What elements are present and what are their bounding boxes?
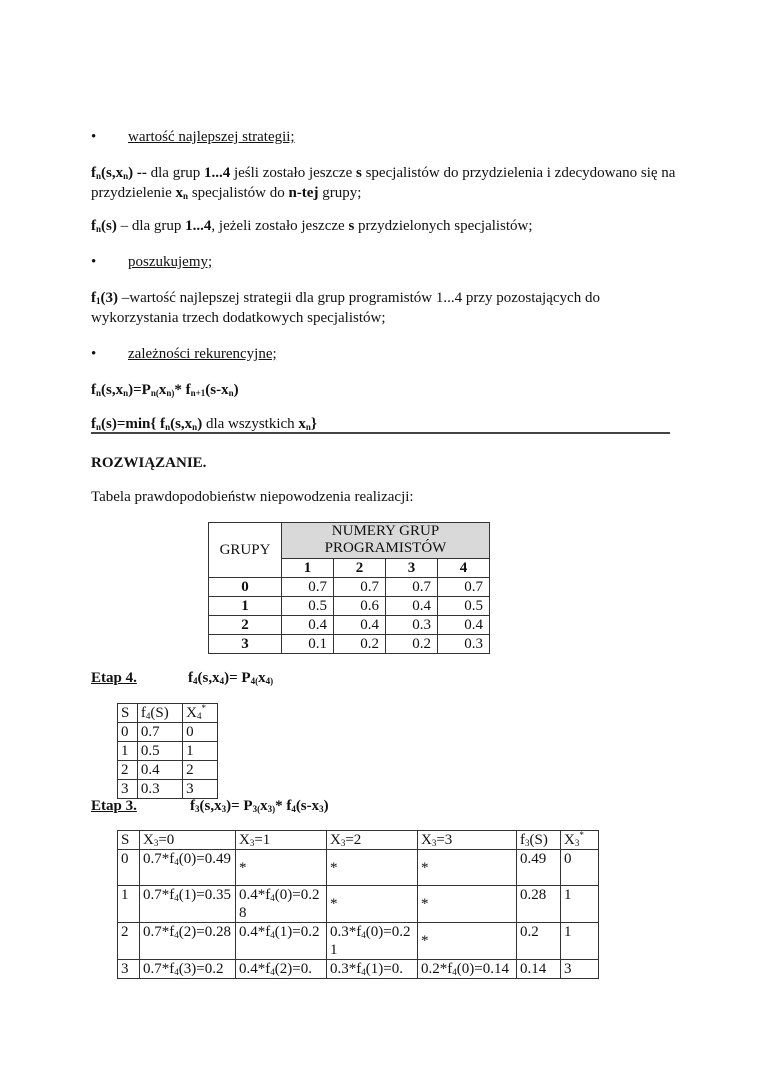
text: 0: [183, 723, 218, 742]
text: n): [166, 388, 175, 398]
text: grupy;: [318, 185, 362, 201]
text: 4(: [250, 676, 259, 686]
text: * f: [174, 382, 191, 398]
text: X: [564, 832, 575, 848]
table-row: [209, 635, 490, 654]
text: 3: [153, 838, 159, 848]
text: =1: [254, 832, 271, 848]
text: x: [260, 798, 268, 814]
text: 1: [209, 597, 282, 616]
text: f: [188, 670, 193, 686]
text: 3: [249, 838, 255, 848]
text: (2)=0.28: [178, 924, 231, 940]
text: 3(: [252, 804, 261, 814]
text: 3: [385, 559, 437, 578]
text: 3: [195, 804, 200, 814]
text: f: [91, 165, 96, 181]
text: 0.4: [333, 616, 385, 635]
text: 0: [561, 850, 599, 886]
table-row: [118, 761, 218, 780]
text: 4: [196, 711, 202, 721]
definition-f1: [91, 288, 651, 328]
text: 0.5: [282, 597, 334, 616]
text: 3: [525, 838, 530, 848]
text: n: [96, 171, 102, 181]
text: 0.7: [437, 578, 489, 597]
text: =3: [436, 832, 453, 848]
bullet-text: wartość najlepszej strategii;: [128, 129, 295, 145]
text: f: [190, 798, 195, 814]
text: n: [228, 388, 234, 398]
text: 3: [183, 780, 218, 799]
bullet-icon: •: [91, 254, 97, 270]
text: (s,x: [197, 670, 220, 686]
text: 1...4: [185, 218, 212, 234]
text: 0.4*f: [239, 924, 271, 940]
bullet-text: zależności rekurencyjne;: [128, 346, 277, 362]
min-formula: [91, 414, 676, 434]
text: 0: [118, 850, 140, 886]
text: )= P: [224, 670, 251, 686]
text: 4: [145, 711, 151, 721]
text: 0.4: [282, 616, 334, 635]
text: X: [330, 832, 341, 848]
text: n: [192, 422, 198, 432]
table-row: [118, 850, 599, 886]
text: 0.7*f: [143, 887, 175, 903]
text: f: [91, 290, 96, 306]
stage-4-table: [117, 703, 218, 799]
text: n+1: [190, 388, 206, 398]
corner-header: GRUPY: [209, 523, 282, 578]
text: 2: [209, 616, 282, 635]
text: (0)=0.49: [178, 851, 231, 867]
text: 3: [561, 960, 599, 979]
text: 4: [270, 930, 275, 940]
text: )= P: [226, 798, 253, 814]
bullet-text: poszukujemy;: [128, 254, 213, 270]
text: 3: [574, 838, 580, 848]
text: (0)=0.21: [330, 924, 411, 958]
text: 4: [291, 804, 296, 814]
text: 0.3: [437, 635, 489, 654]
text: 4: [270, 967, 275, 977]
text: 3: [118, 960, 140, 979]
text: 0.49: [517, 850, 561, 886]
text: *: [236, 850, 327, 886]
text: (s)=min{ f: [101, 416, 166, 432]
text: 3: [221, 804, 227, 814]
text: 3): [267, 804, 276, 814]
text: (0)=0.28: [239, 887, 320, 921]
text: (S): [150, 705, 169, 721]
table-row: [118, 960, 599, 979]
text: n: [123, 171, 129, 181]
text: (s): [101, 218, 117, 234]
text: *: [579, 830, 584, 840]
text: (1)=0.35: [178, 887, 231, 903]
text: 0.7: [333, 578, 385, 597]
table-row: [209, 578, 490, 597]
text: * f: [275, 798, 292, 814]
text: n: [165, 422, 171, 432]
text: (s,x: [101, 165, 124, 181]
text: 1: [561, 886, 599, 923]
text: 1: [118, 742, 138, 761]
text: 3: [431, 838, 437, 848]
stage-4-heading: [91, 668, 676, 688]
text: (s,x: [170, 416, 193, 432]
stage-3-table: [117, 830, 599, 979]
text: )=P: [128, 382, 151, 398]
text: specjalistów do przydzielenia i zdecydowano się na przydzielenie: [91, 165, 676, 201]
text: 0.7*f: [143, 924, 175, 940]
text: 0.4*f: [239, 887, 271, 903]
text: 0.4: [437, 616, 489, 635]
bullet-item: [91, 252, 212, 272]
text: (2)=0.: [274, 961, 312, 977]
text: *: [201, 703, 206, 713]
horizontal-rule: [91, 432, 670, 434]
table-row: [118, 723, 218, 742]
text: (1)=0.2: [274, 924, 320, 940]
text: 0.3*f: [330, 924, 362, 940]
text: 0.7: [137, 723, 182, 742]
text: f: [91, 416, 96, 432]
text: 0.3: [385, 616, 437, 635]
definition-fn-sxn: [91, 163, 676, 203]
text: *: [418, 923, 517, 960]
text: 0.3*f: [330, 961, 362, 977]
text: n-tej: [288, 185, 319, 201]
text: 0.7: [385, 578, 437, 597]
text: Etap 4.: [91, 670, 137, 686]
text: 4: [174, 893, 179, 903]
text: ): [233, 382, 239, 398]
text: (s-x: [205, 382, 229, 398]
text: (3)=0.2: [178, 961, 224, 977]
text: 0.4: [137, 761, 182, 780]
text: 0.2: [385, 635, 437, 654]
bullet-item: [91, 127, 295, 147]
text: X: [239, 832, 250, 848]
text: }: [310, 416, 317, 432]
text: *: [327, 886, 418, 923]
text: n: [96, 388, 102, 398]
text: 0.6: [333, 597, 385, 616]
section-heading: ROZWIĄZANIE.: [91, 455, 207, 471]
text: 4: [270, 893, 275, 903]
text: 4: [437, 559, 489, 578]
text: (s,x: [199, 798, 222, 814]
table-caption: Tabela prawdopodobieństw niepowodzenia realizacji:: [91, 489, 414, 505]
text: 0.5: [137, 742, 182, 761]
text: 1: [282, 559, 334, 578]
text: X: [421, 832, 432, 848]
text: 0.4: [385, 597, 437, 616]
text: ): [197, 416, 203, 432]
text: s: [348, 218, 355, 234]
text: 0.14: [517, 960, 561, 979]
text: n: [305, 422, 311, 432]
text: 0: [118, 723, 138, 742]
recurrence-formula: [91, 380, 676, 400]
table-row: [118, 742, 218, 761]
text: X: [143, 832, 154, 848]
text: 0.7: [282, 578, 334, 597]
text: x: [158, 382, 167, 398]
text: s: [355, 165, 362, 181]
text: –wartość najlepszej strategii dla grup programistów 1...4 przy pozostających do wykorzystania trzech dodatkowych specjalistów;: [91, 290, 600, 326]
text: S: [118, 704, 138, 723]
text: n(: [150, 388, 159, 398]
text: 4: [361, 967, 366, 977]
definition-fn-s: [91, 216, 676, 236]
text: x: [258, 670, 266, 686]
text: n: [183, 191, 189, 201]
text: 3: [319, 804, 324, 814]
bullet-item: [91, 344, 277, 364]
bullet-icon: •: [91, 129, 97, 145]
text: – dla grup: [116, 218, 186, 234]
text: 4: [174, 857, 179, 867]
text: dla grup: [146, 165, 204, 181]
text: *: [327, 850, 418, 886]
text: x: [298, 416, 306, 432]
text: 4: [174, 967, 179, 977]
text: *: [418, 850, 517, 886]
table-row: [209, 616, 490, 635]
text: 4: [452, 967, 457, 977]
text: 2: [118, 923, 140, 960]
text: (1)=0.: [365, 961, 403, 977]
text: 0.3: [137, 780, 182, 799]
group-header: NUMERY GRUP PROGRAMISTÓW: [282, 523, 490, 559]
text: 4): [265, 676, 274, 686]
text: 1: [96, 296, 101, 306]
table-row: [118, 886, 599, 923]
text: n: [123, 388, 129, 398]
text: (S): [529, 832, 548, 848]
text: dla wszystkich: [202, 416, 299, 432]
table-row: [209, 597, 490, 616]
text: Etap 3.: [91, 798, 137, 814]
text: 0.5: [437, 597, 489, 616]
text: ): [323, 798, 329, 814]
text: 2: [118, 761, 138, 780]
table-row: [118, 923, 599, 960]
text: specjalistów do: [188, 185, 289, 201]
text: (s-x: [295, 798, 320, 814]
stage-3-heading: [91, 796, 676, 816]
text: 4: [361, 930, 366, 940]
text: =0: [158, 832, 175, 848]
text: 0.4*f: [239, 961, 271, 977]
text: 3: [118, 780, 138, 799]
text: x: [175, 185, 184, 201]
text: 0: [209, 578, 282, 597]
text: 1: [118, 886, 140, 923]
bullet-icon: •: [91, 346, 97, 362]
text: 0.2*f: [421, 961, 453, 977]
text: 0.7*f: [143, 961, 175, 977]
text: jeśli zostało jeszcze: [230, 165, 356, 181]
text: X: [186, 705, 197, 721]
text: f: [520, 832, 525, 848]
text: 0.7*f: [143, 851, 175, 867]
text: 1: [183, 742, 218, 761]
text: (3): [100, 290, 118, 306]
text: 4: [219, 676, 225, 686]
text: f: [140, 705, 146, 721]
text: 4: [174, 930, 179, 940]
text: 3: [340, 838, 346, 848]
text: 0.1: [282, 635, 334, 654]
text: 1...4: [203, 165, 231, 181]
text: 0.2: [517, 923, 561, 960]
text: 0.2: [333, 635, 385, 654]
text: n: [96, 422, 102, 432]
probability-table: [208, 522, 490, 654]
text: 2: [183, 761, 218, 780]
text: 4: [193, 676, 198, 686]
text: ) --: [128, 165, 147, 181]
text: , jeżeli zostało jeszcze: [211, 218, 349, 234]
text: f: [91, 382, 96, 398]
text: przydzielonych specjalistów;: [354, 218, 533, 234]
text: S: [118, 831, 140, 850]
text: 3: [209, 635, 282, 654]
text: (s,x: [101, 382, 124, 398]
text: (0)=0.14: [456, 961, 509, 977]
text: n: [96, 224, 102, 234]
text: 0.28: [517, 886, 561, 923]
text: *: [418, 886, 517, 923]
text: =2: [345, 832, 362, 848]
text: f: [91, 218, 96, 234]
text: 2: [333, 559, 385, 578]
text: 1: [561, 923, 599, 960]
